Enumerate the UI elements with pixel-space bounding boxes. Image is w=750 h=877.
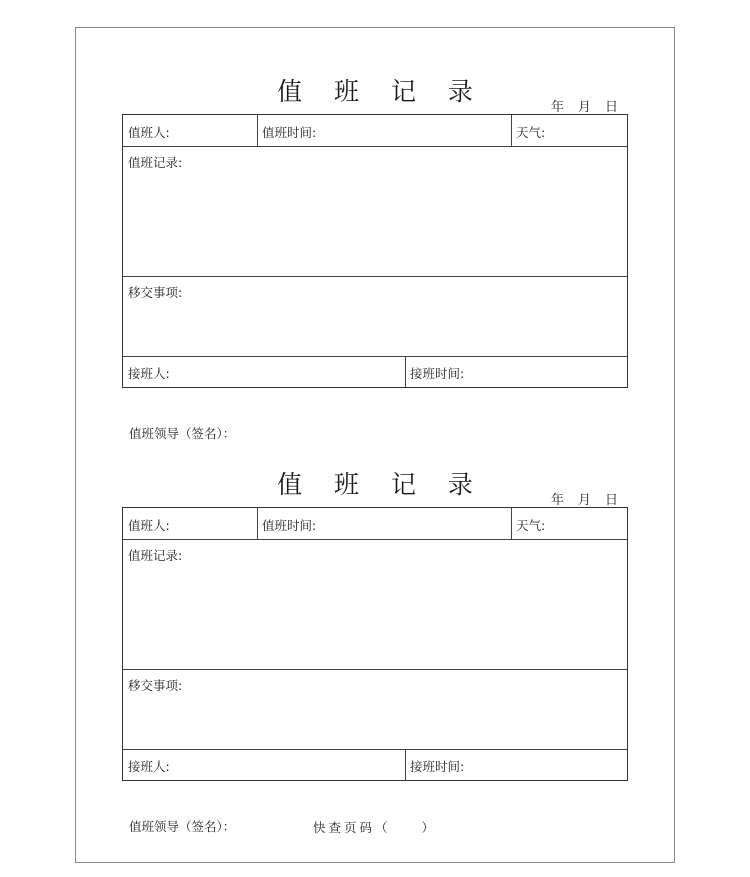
duty-record-field[interactable] bbox=[123, 146, 626, 276]
successor-field[interactable] bbox=[123, 749, 405, 780]
on-duty-person-field[interactable] bbox=[123, 508, 257, 539]
field-label: 值班时间: bbox=[262, 125, 317, 140]
field-label: 接班时间: bbox=[410, 366, 465, 381]
field-label: 天气: bbox=[516, 518, 546, 533]
field-label: 值班人: bbox=[128, 125, 170, 140]
day-label: 日 bbox=[604, 493, 618, 508]
handover-time-field[interactable] bbox=[405, 749, 626, 780]
duty-record-form-1 bbox=[122, 72, 628, 441]
date-line bbox=[551, 96, 618, 115]
weather-field[interactable] bbox=[511, 115, 626, 146]
field-label: 值班记录: bbox=[128, 155, 183, 170]
field-label: 移交事项: bbox=[128, 285, 183, 300]
day-label: 日 bbox=[604, 100, 618, 115]
form-title: 值 班 记 录 bbox=[277, 77, 485, 106]
date-line bbox=[551, 489, 618, 508]
leader-signature-label: 值班领导（签名）： bbox=[129, 426, 236, 441]
month-label: 月 bbox=[577, 493, 591, 508]
duty-time-field[interactable] bbox=[257, 115, 511, 146]
form-grid bbox=[122, 507, 628, 781]
year-label: 年 bbox=[550, 100, 564, 115]
field-label: 接班时间: bbox=[410, 759, 465, 774]
form-title: 值 班 记 录 bbox=[277, 470, 485, 499]
handover-items-field[interactable] bbox=[123, 669, 626, 749]
weather-field[interactable] bbox=[511, 508, 626, 539]
field-label: 天气: bbox=[516, 125, 546, 140]
on-duty-person-field[interactable] bbox=[123, 115, 257, 146]
field-label: 移交事项: bbox=[128, 678, 183, 693]
handover-items-field[interactable] bbox=[123, 276, 626, 356]
field-label: 值班人: bbox=[128, 518, 170, 533]
successor-field[interactable] bbox=[123, 356, 405, 387]
form-grid bbox=[122, 114, 628, 388]
field-label: 值班时间: bbox=[262, 518, 317, 533]
duty-time-field[interactable] bbox=[257, 508, 511, 539]
year-label: 年 bbox=[550, 493, 564, 508]
handover-time-field[interactable] bbox=[405, 356, 626, 387]
month-label: 月 bbox=[577, 100, 591, 115]
field-label: 接班人: bbox=[128, 366, 170, 381]
field-label: 接班人: bbox=[128, 759, 170, 774]
duty-record-field[interactable] bbox=[123, 539, 626, 669]
leader-signature-label: 值班领导（签名）： bbox=[129, 819, 236, 834]
page-number-label: 快查页码（ ） bbox=[312, 820, 437, 835]
field-label: 值班记录: bbox=[128, 548, 183, 563]
